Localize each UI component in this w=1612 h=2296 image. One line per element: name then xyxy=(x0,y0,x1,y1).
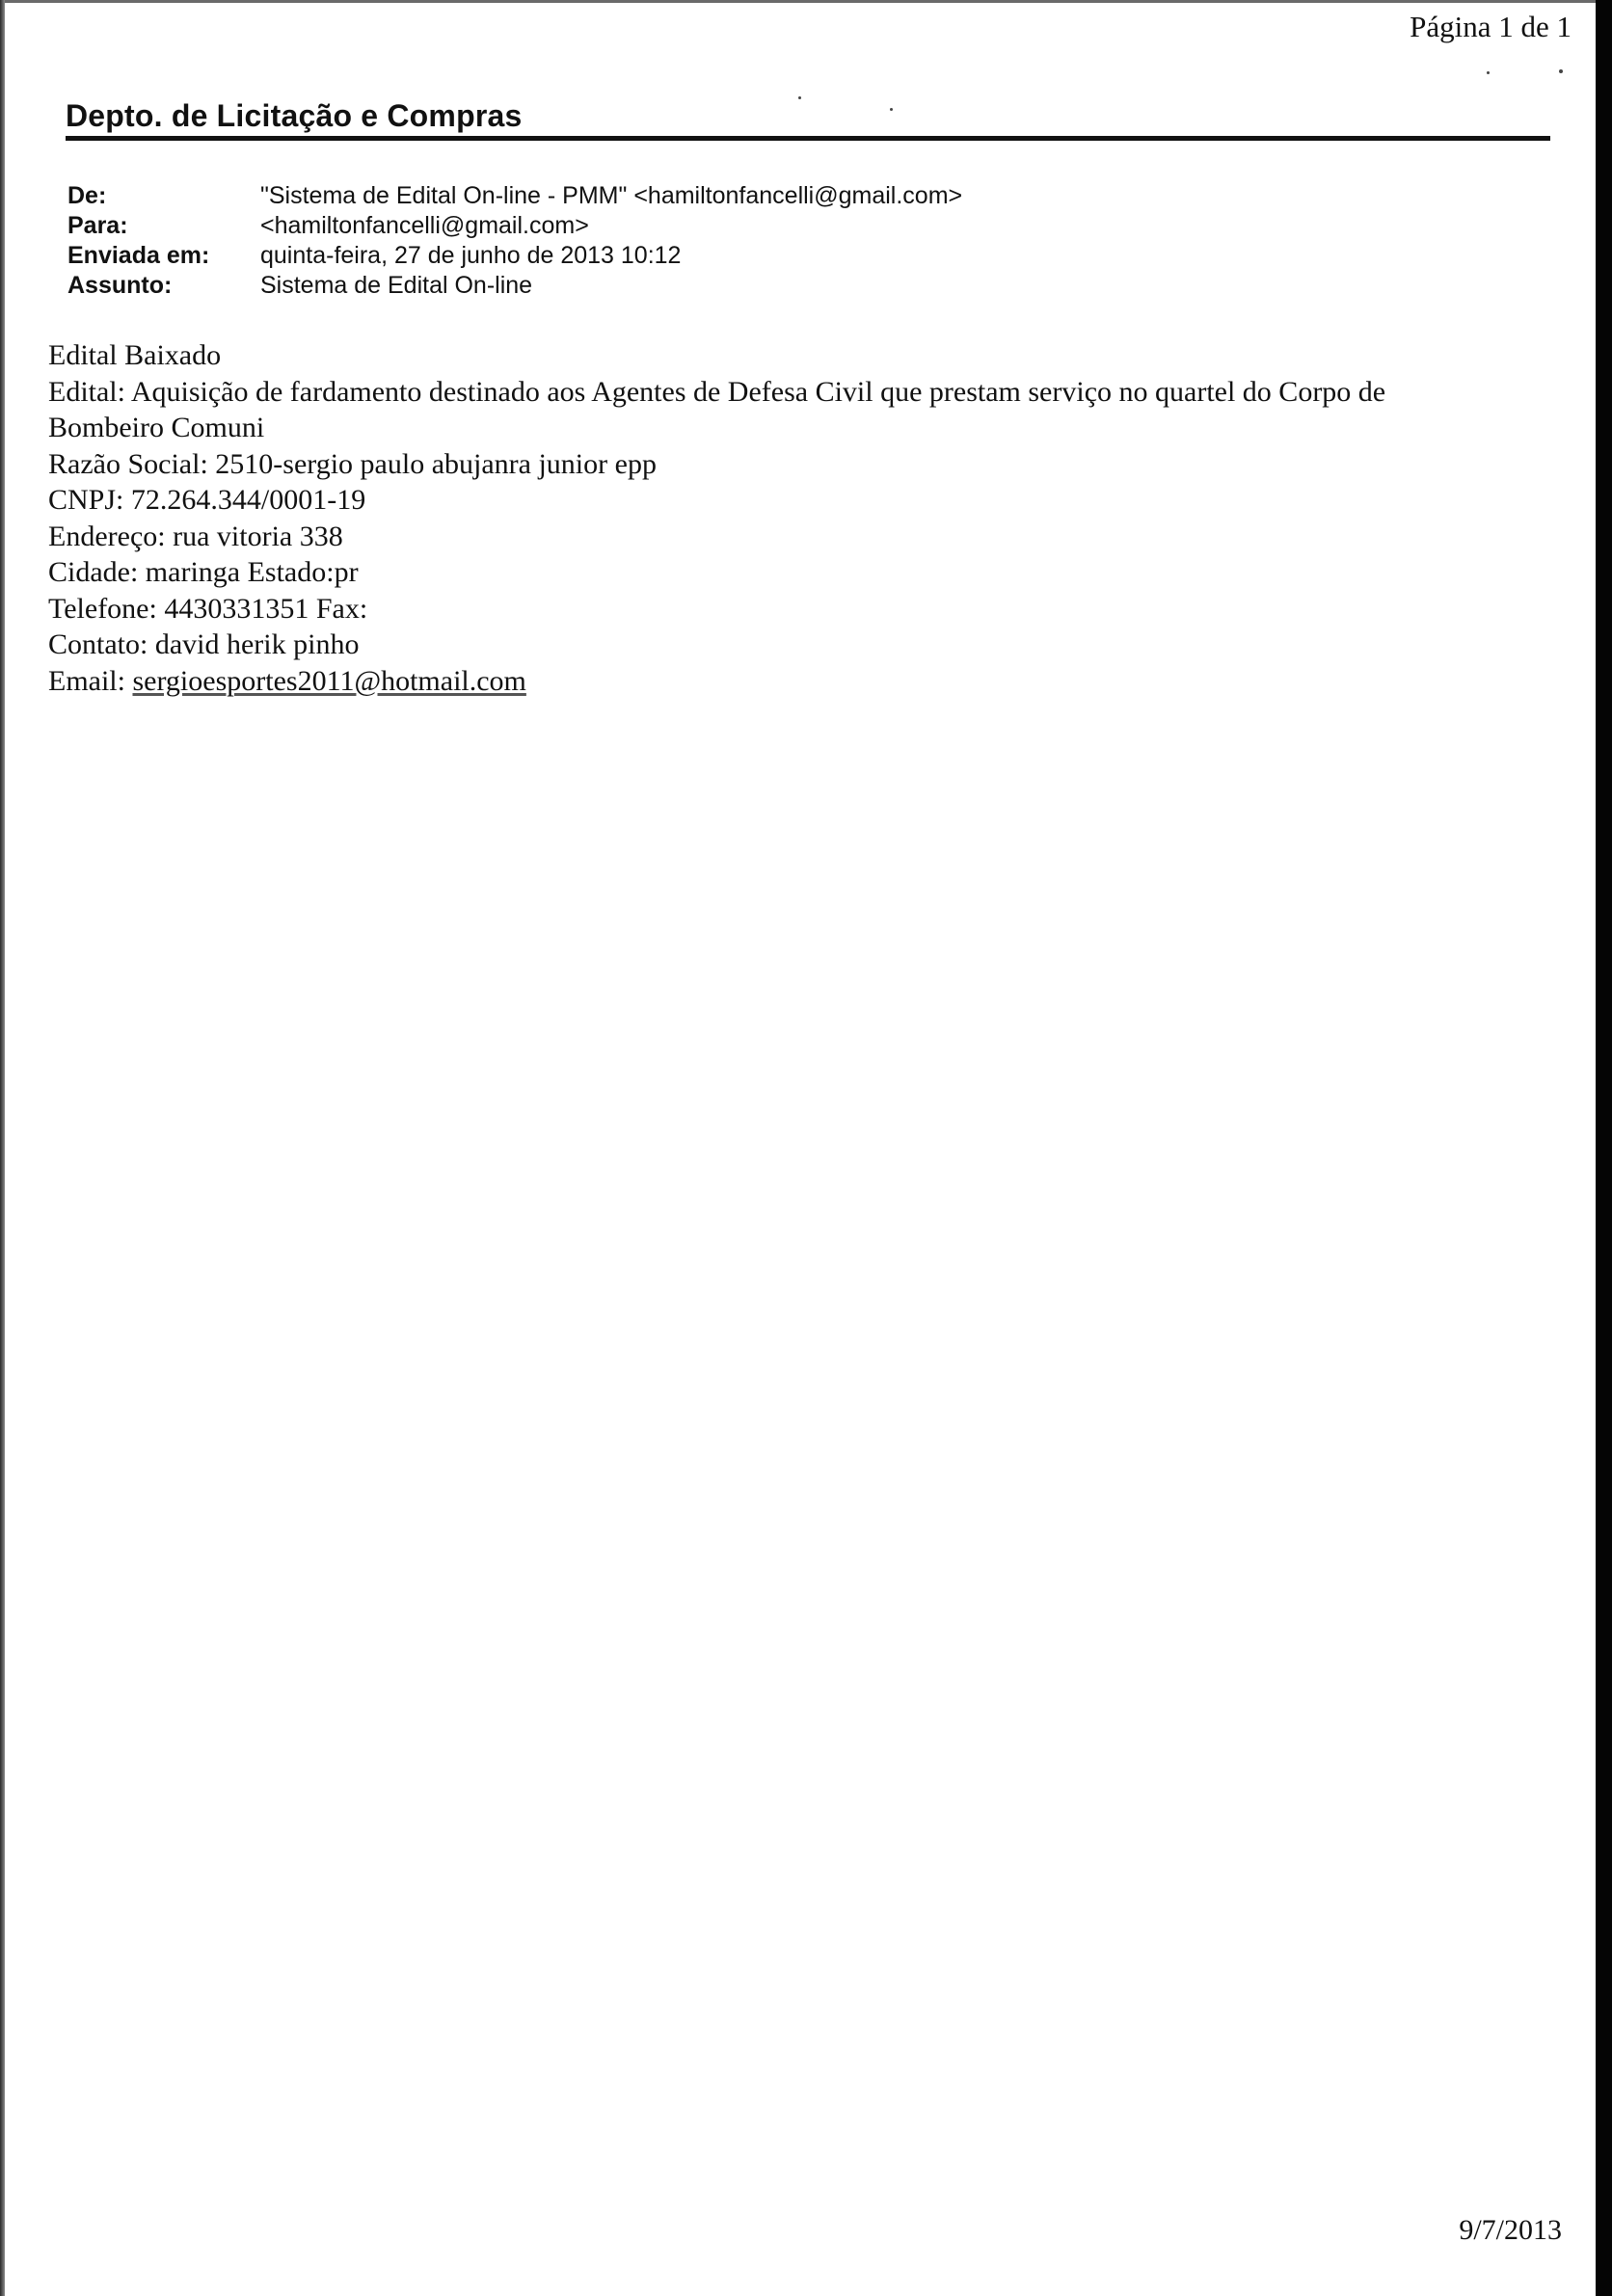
email-header xyxy=(67,181,962,301)
body-cnpj: CNPJ: 72.264.344/0001-19 xyxy=(48,484,366,516)
scan-speck xyxy=(1487,71,1490,74)
scan-speck xyxy=(1559,69,1563,73)
department-title: Depto. de Licitação e Compras xyxy=(66,98,523,133)
scan-edge-left xyxy=(0,0,5,2296)
body-email-line xyxy=(48,663,1572,700)
subject-row xyxy=(67,271,962,301)
page-number: Página 1 de 1 xyxy=(1410,10,1572,43)
scan-edge-right xyxy=(1596,0,1612,2296)
sent-row xyxy=(67,241,962,271)
scan-speck xyxy=(798,96,801,99)
sent-label: Enviada em: xyxy=(67,242,210,269)
body-contact: Contato: david herik pinho xyxy=(48,628,360,660)
body-edital-line: Edital: Aquisição de fardamento destinado aos Agentes de Defesa Civil que prestam serviço no quartel do Corpo de xyxy=(48,375,1386,408)
body-address: Endereço: rua vitoria 338 xyxy=(48,520,343,552)
subject-label: Assunto: xyxy=(67,272,173,299)
from-label: De: xyxy=(67,182,107,209)
body-company-name: Razão Social: 2510-sergio paulo abujanra junior epp xyxy=(48,447,657,480)
body-email-label: Email: xyxy=(48,664,133,697)
scan-edge-top xyxy=(0,0,1612,3)
email-body xyxy=(48,337,1572,699)
body-edital-continuation: Bombeiro Comuni xyxy=(48,412,265,443)
to-value: <hamiltonfancelli@gmail.com> xyxy=(260,212,589,239)
footer-date: 9/7/2013 xyxy=(1459,2214,1562,2246)
from-value: "Sistema de Edital On-line - PMM" <hamiltonfancelli@gmail.com> xyxy=(260,182,963,209)
scan-speck xyxy=(890,108,893,111)
subject-value: Sistema de Edital On-line xyxy=(260,272,533,299)
to-label: Para: xyxy=(67,212,128,239)
body-email-link[interactable]: sergioesportes2011@hotmail.com xyxy=(132,664,526,697)
body-phone-fax: Telefone: 4430331351 Fax: xyxy=(48,592,368,625)
header-divider xyxy=(66,136,1550,141)
sent-value: quinta-feira, 27 de junho de 2013 10:12 xyxy=(260,242,682,269)
body-status-line: Edital Baixado xyxy=(48,339,222,371)
to-row xyxy=(67,211,962,241)
body-city-state: Cidade: maringa Estado:pr xyxy=(48,556,359,588)
from-row xyxy=(67,181,962,211)
